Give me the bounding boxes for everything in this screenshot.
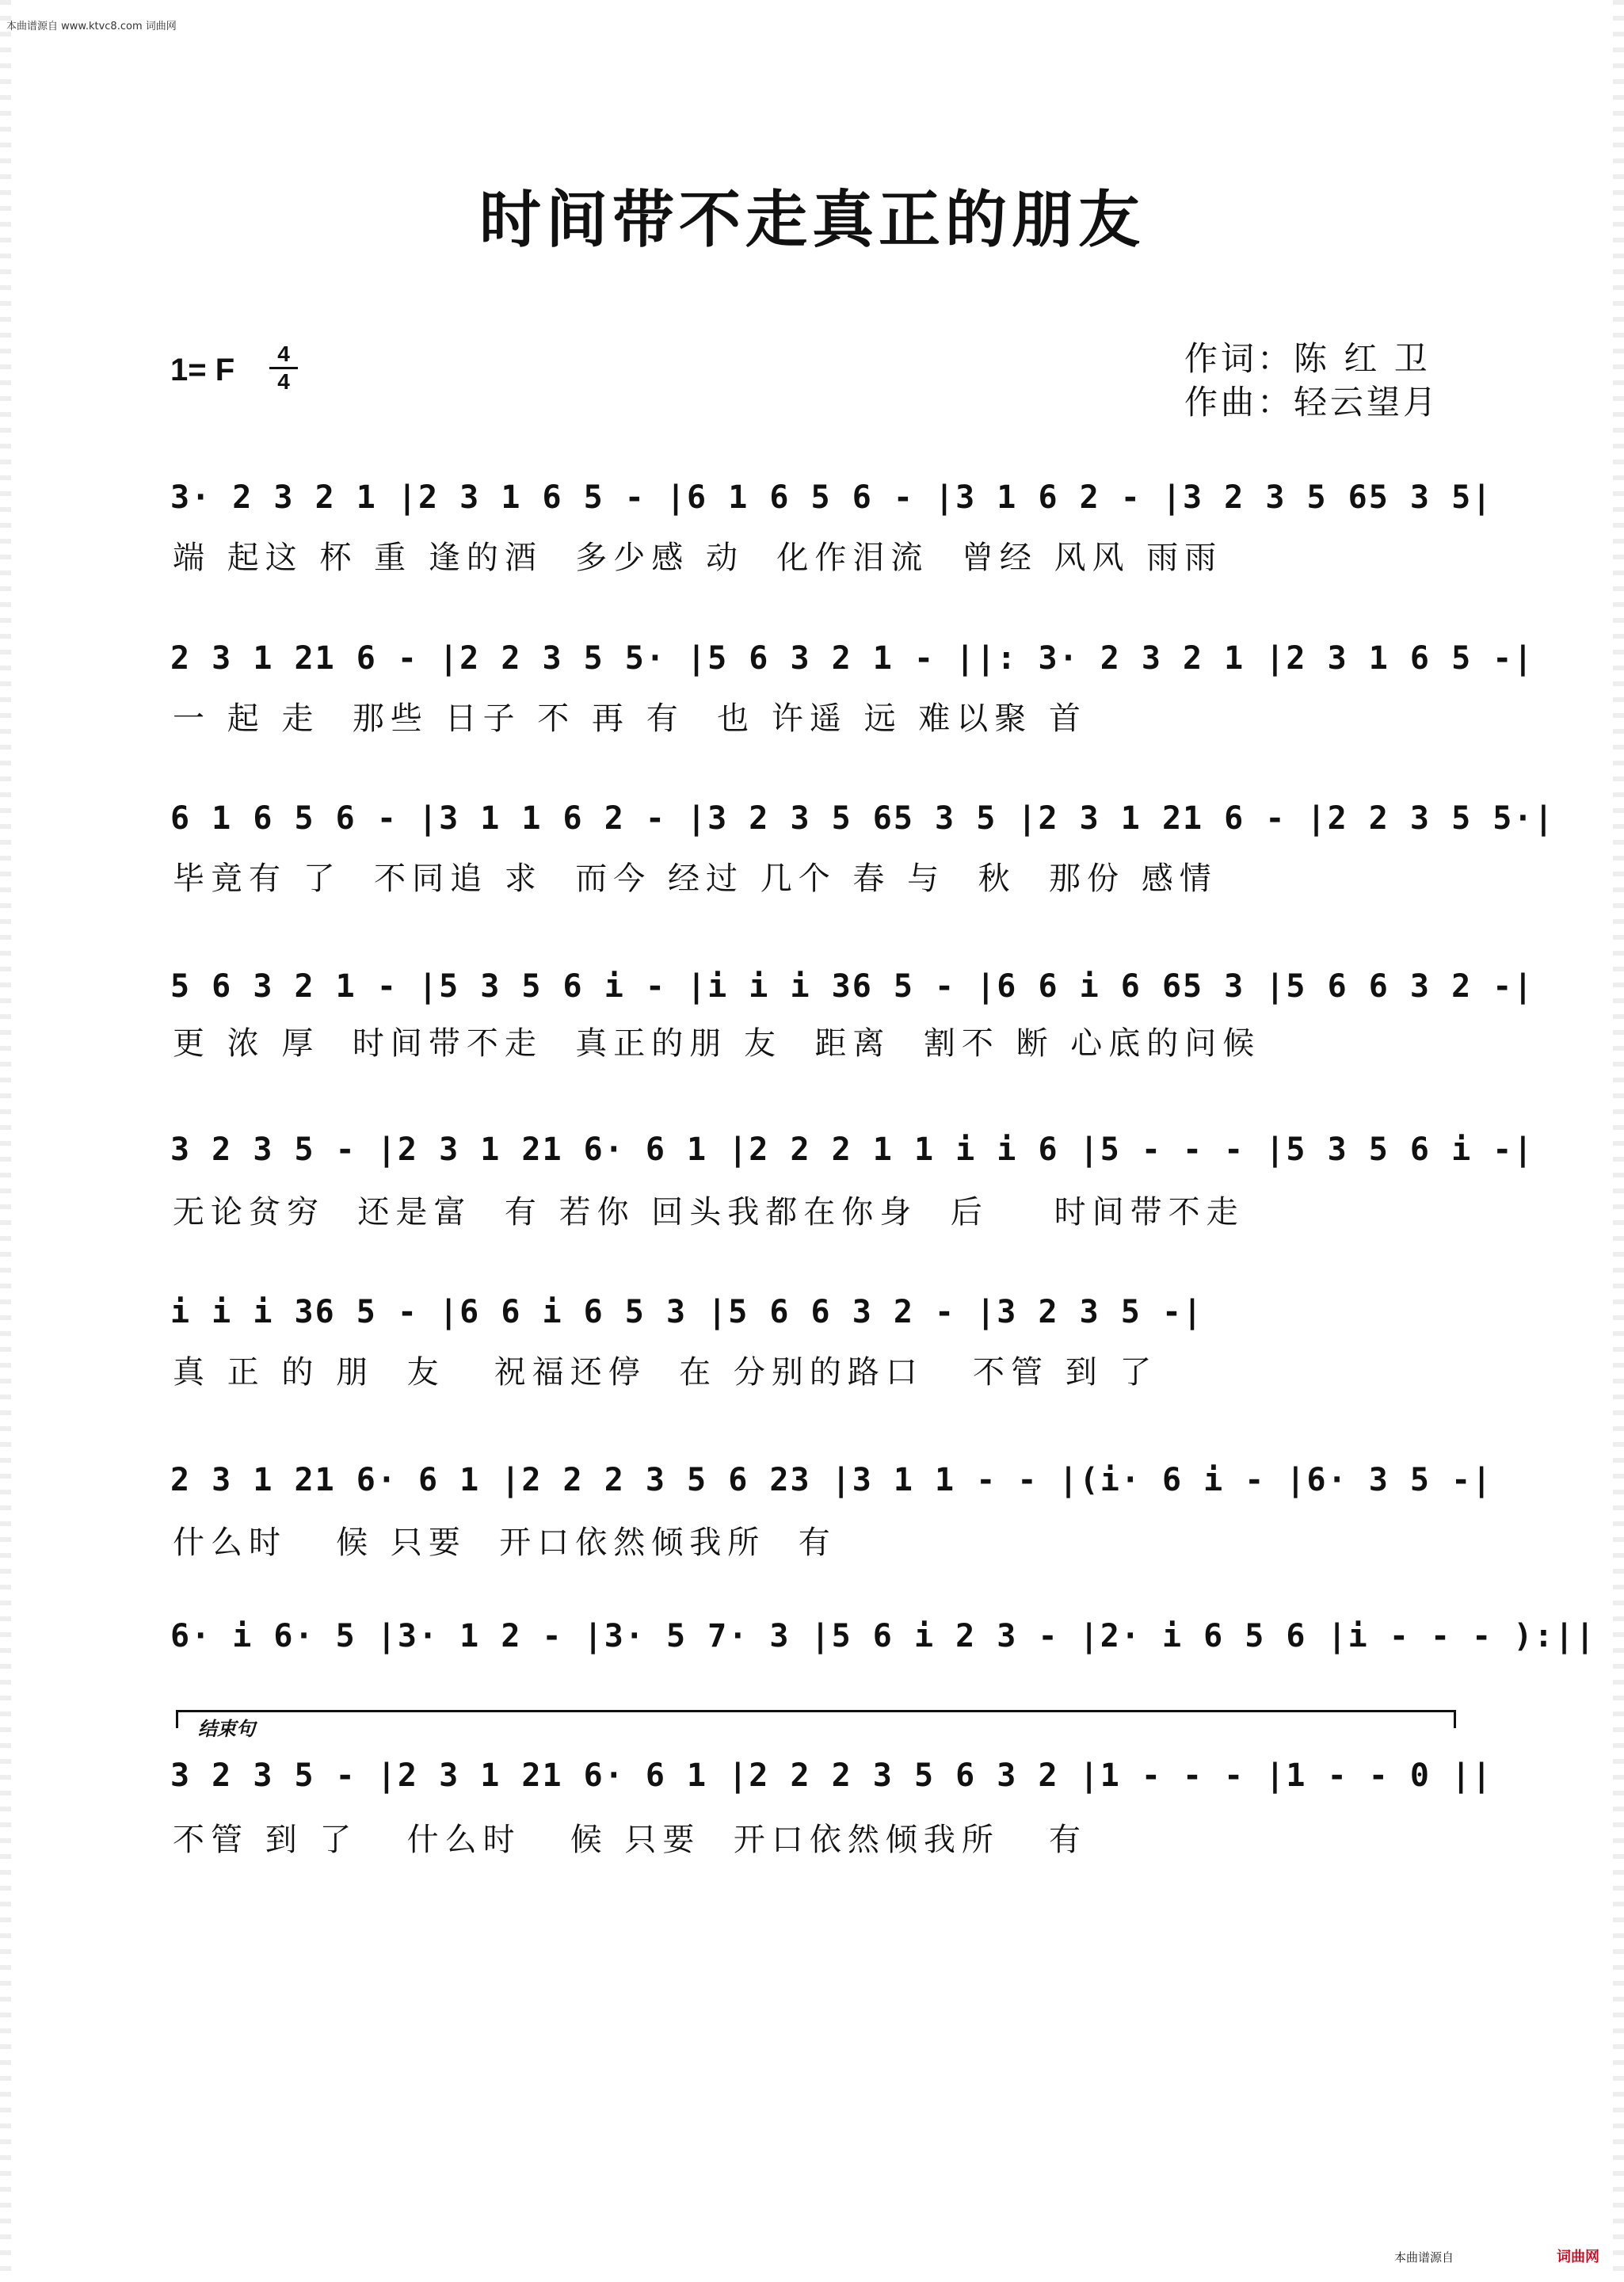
lyrics-ending: 不管 到 了 什么时 候 只要 开口依然倾我所 有 xyxy=(173,1822,1088,1858)
time-signature-bottom: 4 xyxy=(277,369,290,394)
time-signature xyxy=(269,342,298,394)
lyricist-credit: 作词：陈 红 卫 xyxy=(1184,339,1431,378)
song-title: 时间带不走真正的朋友 xyxy=(478,184,1145,256)
lyrics-line-4: 更 浓 厚 时间带不走 真正的朋 友 距离 割不 断 心底的问候 xyxy=(173,1025,1261,1062)
time-signature-top: 4 xyxy=(277,342,290,366)
score-notes-line-8: 6· i 6· 5 |3· 1 2 - |3· 5 7· 3 |5 6 i 2 3 - |2· i 6 5 6 |i - - - ):|| xyxy=(170,1618,1596,1654)
right-margin-strip xyxy=(1613,0,1624,2282)
left-margin-strip xyxy=(0,0,11,2282)
lyrics-line-7: 什么时 候 只要 开口依然倾我所 有 xyxy=(173,1525,837,1561)
ending-label: 结束句 xyxy=(198,1719,255,1740)
score-notes-line-6: i i i 36 5 - |6 6 i 6 5 3 |5 6 6 3 2 - |3 2 3 5 -| xyxy=(170,1294,1204,1330)
composer-credit: 作曲：轻云望月 xyxy=(1184,383,1440,422)
lyrics-line-3: 毕竟有 了 不同追 求 而今 经过 几个 春 与 秋 那份 感情 xyxy=(173,861,1218,897)
footer-source: 本曲谱源自 xyxy=(1394,2250,1454,2265)
score-notes-line-1: 3· 2 3 2 1 |2 3 1 6 5 - |6 1 6 5 6 - |3 1 6 2 - |3 2 3 5 65 3 5| xyxy=(170,479,1493,516)
score-notes-line-4: 5 6 3 2 1 - |5 3 5 6 i - |i i i 36 5 - |6 6 i 6 65 3 |5 6 6 3 2 -| xyxy=(170,968,1534,1005)
key-signature: 1= F xyxy=(170,353,235,387)
score-notes-line-7: 2 3 1 21 6· 6 1 |2 2 2 3 5 6 23 |3 1 1 - - |(i· 6 i - |6· 3 5 -| xyxy=(170,1462,1493,1498)
lyrics-line-2: 一 起 走 那些 日子 不 再 有 也 许遥 远 难以聚 首 xyxy=(173,700,1088,737)
score-notes-line-5: 3 2 3 5 - |2 3 1 21 6· 6 1 |2 2 2 1 1 i i 6 |5 - - - |5 3 5 6 i -| xyxy=(170,1131,1534,1168)
lyrics-line-1: 端 起这 杯 重 逢的酒 多少感 动 化作泪流 曾经 风风 雨雨 xyxy=(173,540,1223,576)
score-notes-line-2: 2 3 1 21 6 - |2 2 3 5 5· |5 6 3 2 1 - ||: 3· 2 3 2 1 |2 3 1 6 5 -| xyxy=(170,640,1534,677)
score-notes-line-3: 6 1 6 5 6 - |3 1 1 6 2 - |3 2 3 5 65 3 5 |2 3 1 21 6 - |2 2 3 5 5·| xyxy=(170,800,1555,837)
source-note: 本曲谱源自 www.ktvc8.com 词曲网 xyxy=(6,21,177,32)
score-notes-ending: 3 2 3 5 - |2 3 1 21 6· 6 1 |2 2 2 3 5 6 3 2 |1 - - - |1 - - 0 || xyxy=(170,1757,1493,1794)
footer-logo: 词曲网 xyxy=(1557,2249,1599,2265)
lyrics-line-5: 无论贫穷 还是富 有 若你 回头我都在你身 后 时间带不走 xyxy=(173,1194,1245,1231)
ending-bracket xyxy=(176,1710,1456,1728)
lyrics-line-6: 真 正 的 朋 友 祝福还停 在 分别的路口 不管 到 了 xyxy=(173,1354,1158,1391)
